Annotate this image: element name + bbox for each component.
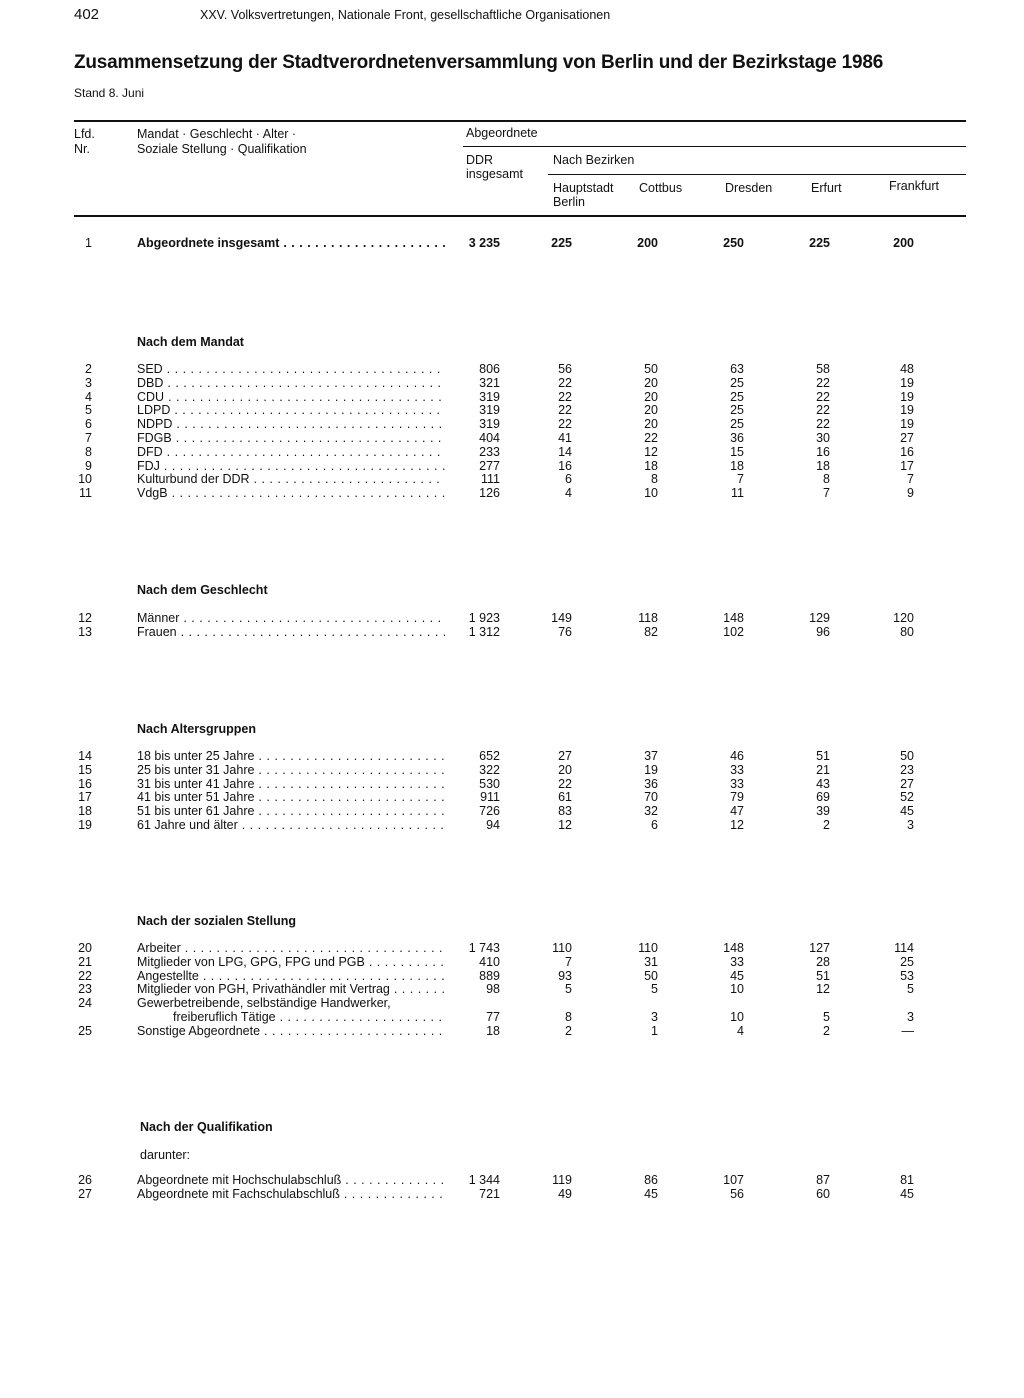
cell-berlin: 22 [558,390,572,404]
row-label: DBD . . . [137,376,445,390]
row-number: 6 [85,417,92,431]
row-number: 7 [85,431,92,445]
cell-cottbus: 31 [644,955,658,969]
cell-frankfurt: — [901,1024,914,1038]
row-label: 25 bis unter 31 Jahre . . . [137,763,445,777]
cell-berlin: 2 [565,1024,572,1038]
cell-dresden: 36 [730,431,744,445]
row-label: NDPD . . . [137,417,445,431]
col-abgeordnete: Abgeordnete [466,126,538,140]
cell-dresden: 47 [730,804,744,818]
table-row [0,459,1024,473]
row-number: 10 [78,472,92,486]
cell-cottbus: 22 [644,431,658,445]
table-header-bottom-rule [74,215,966,217]
cell-berlin: 93 [558,969,572,983]
cell-berlin: 22 [558,376,572,390]
section-title-stellung: Nach der sozialen Stellung [137,914,297,928]
cell-ddr: 1 344 [468,1173,500,1187]
cell-dresden: 12 [730,818,744,832]
cell-ddr: 530 [479,777,500,791]
cell-cottbus: 19 [644,763,658,777]
cell-frankfurt: 19 [900,376,914,390]
row-number: 13 [78,625,92,639]
cell-cottbus: 20 [644,390,658,404]
row-label: Angestellte . . . [137,969,445,983]
table-row [0,804,1024,818]
col-berlin-line1: Hauptstadt [553,181,614,195]
cell-dresden: 45 [730,969,744,983]
cell-erfurt: 5 [823,1010,830,1024]
cell-erfurt: 129 [809,611,830,625]
header-rule-districts [548,174,966,175]
cell-berlin: 110 [552,941,572,955]
cell-erfurt: 96 [816,625,830,639]
cell-erfurt: 22 [816,417,830,431]
cell-erfurt: 7 [823,486,830,500]
cell-dresden: 11 [731,486,744,500]
table-row [0,790,1024,804]
running-title: XXV. Volksvertretungen, Nationale Front, gesellschaftliche Organisationen [200,8,611,22]
cell-cottbus: 12 [644,445,658,459]
table-row-24-cont [0,1010,1024,1024]
cell-ddr: 322 [479,763,500,777]
row-number: 1 [85,236,92,250]
cell-frankfurt: 45 [900,804,914,818]
cell-ddr: 806 [479,362,500,376]
cell-cottbus: 8 [651,472,658,486]
cell-cottbus: 32 [644,804,658,818]
row-number: 15 [78,763,92,777]
row-number: 23 [78,982,92,996]
table-row [0,486,1024,500]
cell-berlin: 61 [558,790,572,804]
table-row [0,763,1024,777]
table-row [0,982,1024,996]
cell-frankfurt: 19 [900,403,914,417]
table-row [0,611,1024,625]
col-frankfurt: Frankfurt [889,179,940,193]
row-label: SED . . . [137,362,445,376]
table-row [0,818,1024,832]
cell-ddr: 126 [479,486,500,500]
table-row [0,969,1024,983]
row-label: Frauen . . . [137,625,445,639]
cell-ddr: 1 923 [468,611,500,625]
row-number: 25 [78,1024,92,1038]
page-title: Zusammensetzung der Stadtverordnetenversammlung von Berlin und der Bezirkstage 1986 [74,52,884,73]
cell-cottbus: 3 [651,1010,658,1024]
cell-erfurt: 22 [816,403,830,417]
cell-dresden: 33 [730,955,744,969]
cell-ddr: 652 [479,749,500,763]
cell-cottbus: 36 [644,777,658,791]
row-number: 14 [78,749,92,763]
cell-erfurt: 8 [823,472,830,486]
cell-ddr: 277 [479,459,500,473]
cell-cottbus: 10 [644,486,658,500]
cell-cottbus: 50 [644,362,658,376]
cell-berlin: 14 [558,445,572,459]
row-label: VdgB . . . [137,486,445,500]
row-number: 4 [85,390,92,404]
cell-dresden: 33 [730,763,744,777]
row-number: 12 [78,611,92,625]
cell-ddr: 410 [479,955,500,969]
cell-erfurt: 18 [816,459,830,473]
cell-frankfurt: 23 [900,763,914,777]
row-number: 3 [85,376,92,390]
table-row [0,1187,1024,1201]
table-row-25 [0,1024,1024,1038]
cell-ddr: 98 [486,982,500,996]
cell-frankfurt: 53 [900,969,914,983]
cell-berlin: 76 [558,625,572,639]
cell-berlin: 7 [565,955,572,969]
cell-ddr: 321 [479,376,500,390]
cell-frankfurt: 81 [900,1173,914,1187]
cell-dresden: 33 [730,777,744,791]
table-row [0,625,1024,639]
table-row [0,362,1024,376]
cell-erfurt: 60 [816,1187,830,1201]
table-row [0,390,1024,404]
cell-dresden: 25 [730,390,744,404]
row-number: 18 [78,804,92,818]
col-nr: Nr. [74,142,90,156]
col-desc-line1: Mandat · Geschlecht · Alter · [137,127,297,141]
col-erfurt: Erfurt [811,181,842,195]
cell-frankfurt: 48 [900,362,914,376]
row-number: 26 [78,1173,92,1187]
row-number: 19 [78,818,92,832]
cell-frankfurt: 19 [900,390,914,404]
cell-ddr: 3 235 [468,236,500,250]
cell-berlin: 16 [558,459,572,473]
row-number: 20 [78,941,92,955]
col-ddr-line1: DDR [466,153,494,167]
note-darunter: darunter: [140,1148,191,1162]
row-label: LDPD . . . [137,403,445,417]
table-row [0,403,1024,417]
cell-erfurt: 58 [816,362,830,376]
cell-cottbus: 6 [651,818,658,832]
cell-erfurt: 127 [809,941,830,955]
table-row [0,445,1024,459]
col-ddr-line2: insgesamt [466,167,523,181]
cell-erfurt: 51 [816,969,830,983]
cell-berlin: 22 [558,777,572,791]
cell-berlin: 83 [558,804,572,818]
col-cottbus: Cottbus [639,181,683,195]
cell-erfurt: 12 [816,982,830,996]
cell-berlin: 22 [558,403,572,417]
cell-berlin: 8 [565,1010,572,1024]
cell-dresden: 15 [730,445,744,459]
row-label: Abgeordnete insgesamt . . . [137,236,445,250]
section-title-geschlecht: Nach dem Geschlecht [137,583,268,597]
cell-cottbus: 86 [644,1173,658,1187]
row-number: 27 [78,1187,92,1201]
row-number: 11 [79,486,92,500]
cell-berlin: 12 [558,818,572,832]
cell-ddr: 1 743 [468,941,500,955]
row-number: 24 [78,996,92,1010]
col-berlin-line2: Berlin [553,195,585,209]
cell-frankfurt: 52 [900,790,914,804]
cell-dresden: 63 [730,362,744,376]
page-subtitle: Stand 8. Juni [74,86,145,100]
cell-frankfurt: 27 [900,431,914,445]
cell-dresden: 10 [730,1010,744,1024]
cell-cottbus: 82 [644,625,658,639]
row-label: Abgeordnete mit Fachschulabschluß . . . [137,1187,445,1201]
row-label: 51 bis unter 61 Jahre . . . [137,804,445,818]
cell-berlin: 27 [558,749,572,763]
page-number: 402 [74,6,100,23]
cell-erfurt: 51 [816,749,830,763]
cell-frankfurt: 19 [900,417,914,431]
row-label: Sonstige Abgeordnete . . . [137,1024,445,1038]
cell-frankfurt: 25 [900,955,914,969]
cell-cottbus: 20 [644,417,658,431]
cell-cottbus: 70 [644,790,658,804]
row-number: 5 [85,403,92,417]
cell-berlin: 56 [558,362,572,376]
cell-dresden: 18 [730,459,744,473]
row-label: Gewerbetreibende, selbständige Handwerker, [137,996,391,1010]
cell-erfurt: 16 [816,445,830,459]
cell-cottbus: 50 [644,969,658,983]
cell-dresden: 107 [723,1173,744,1187]
row-number: 9 [85,459,92,473]
table-row [0,777,1024,791]
row-label: 41 bis unter 51 Jahre . . . [137,790,445,804]
cell-cottbus: 45 [644,1187,658,1201]
cell-berlin: 225 [551,236,572,250]
cell-cottbus: 20 [644,403,658,417]
cell-ddr: 319 [479,403,500,417]
cell-ddr: 94 [486,818,500,832]
table-row [0,376,1024,390]
row-label: Arbeiter . . . [137,941,445,955]
cell-erfurt: 39 [816,804,830,818]
table-top-rule [74,120,966,122]
cell-berlin: 5 [565,982,572,996]
row-label: FDGB . . . [137,431,445,445]
cell-frankfurt: 7 [907,472,914,486]
cell-berlin: 6 [565,472,572,486]
cell-dresden: 148 [723,611,744,625]
table-row [0,417,1024,431]
cell-dresden: 56 [730,1187,744,1201]
cell-ddr: 18 [486,1024,500,1038]
row-number: 21 [78,955,92,969]
cell-frankfurt: 27 [900,777,914,791]
table-row [0,749,1024,763]
row-label: 18 bis unter 25 Jahre . . . [137,749,445,763]
cell-ddr: 726 [479,804,500,818]
cell-erfurt: 22 [816,390,830,404]
cell-ddr: 721 [479,1187,500,1201]
table-row [0,955,1024,969]
cell-dresden: 148 [723,941,744,955]
cell-ddr: 319 [479,417,500,431]
cell-frankfurt: 114 [894,941,914,955]
cell-berlin: 149 [551,611,572,625]
section-title-alter: Nach Altersgruppen [137,722,257,736]
cell-cottbus: 200 [637,236,658,250]
cell-erfurt: 21 [816,763,830,777]
cell-erfurt: 2 [823,1024,830,1038]
cell-dresden: 7 [737,472,744,486]
cell-cottbus: 5 [651,982,658,996]
col-dresden: Dresden [725,181,773,195]
table-row [0,431,1024,445]
row-label-cont: freiberuflich Tätige . . . [137,1010,445,1024]
cell-cottbus: 18 [644,459,658,473]
cell-berlin: 49 [558,1187,572,1201]
cell-berlin: 4 [565,486,572,500]
cell-dresden: 10 [730,982,744,996]
cell-berlin: 119 [552,1173,572,1187]
cell-berlin: 20 [558,763,572,777]
cell-erfurt: 2 [823,818,830,832]
table-row-total [0,236,1024,250]
cell-dresden: 25 [730,376,744,390]
cell-frankfurt: 9 [907,486,914,500]
cell-cottbus: 1 [651,1024,658,1038]
row-label: CDU . . . [137,390,445,404]
table-row [0,1173,1024,1187]
cell-frankfurt: 3 [907,1010,914,1024]
cell-frankfurt: 45 [900,1187,914,1201]
cell-frankfurt: 5 [907,982,914,996]
cell-dresden: 46 [730,749,744,763]
header-rule-bezirke [463,146,966,147]
cell-cottbus: 20 [644,376,658,390]
cell-dresden: 79 [730,790,744,804]
row-number: 16 [78,777,92,791]
cell-frankfurt: 50 [900,749,914,763]
row-number: 2 [85,362,92,376]
cell-cottbus: 110 [638,941,658,955]
cell-ddr: 889 [479,969,500,983]
row-label: FDJ . . . [137,459,445,473]
cell-ddr: 404 [479,431,500,445]
cell-frankfurt: 16 [900,445,914,459]
cell-dresden: 25 [730,403,744,417]
row-number: 8 [85,445,92,459]
cell-erfurt: 225 [809,236,830,250]
cell-cottbus: 118 [638,611,658,625]
cell-erfurt: 69 [816,790,830,804]
cell-erfurt: 22 [816,376,830,390]
row-label: DFD . . . [137,445,445,459]
cell-frankfurt: 3 [907,818,914,832]
cell-ddr: 319 [479,390,500,404]
cell-berlin: 22 [558,417,572,431]
cell-berlin: 41 [558,431,572,445]
col-nach-bezirken: Nach Bezirken [553,153,635,167]
row-label: Mitglieder von LPG, GPG, FPG und PGB . . . [137,955,445,969]
row-label: 61 Jahre und älter . . . [137,818,445,832]
cell-frankfurt: 120 [893,611,914,625]
section-title-mandat: Nach dem Mandat [137,335,244,349]
table-row [0,941,1024,955]
cell-ddr: 111 [480,472,500,486]
table-row-24 [0,996,1024,1010]
cell-ddr: 1 312 [468,625,500,639]
cell-erfurt: 28 [816,955,830,969]
cell-frankfurt: 80 [900,625,914,639]
cell-erfurt: 87 [816,1173,830,1187]
row-label: Kulturbund der DDR . . . [137,472,445,486]
row-label: Abgeordnete mit Hochschulabschluß . . . [137,1173,445,1187]
cell-cottbus: 37 [644,749,658,763]
cell-frankfurt: 17 [900,459,914,473]
col-lfd: Lfd. [74,127,95,141]
cell-dresden: 25 [730,417,744,431]
cell-erfurt: 43 [816,777,830,791]
row-label: Mitglieder von PGH, Privathändler mit Vertrag . . . [137,982,445,996]
row-number: 17 [78,790,92,804]
row-number: 22 [78,969,92,983]
cell-ddr: 911 [480,790,500,804]
cell-dresden: 250 [723,236,744,250]
section-title-qualifikation: Nach der Qualifikation [140,1120,273,1134]
col-desc-line2: Soziale Stellung · Qualifikation [137,142,307,156]
cell-ddr: 77 [486,1010,500,1024]
cell-ddr: 233 [479,445,500,459]
row-label: Männer . . . [137,611,445,625]
row-label: 31 bis unter 41 Jahre . . . [137,777,445,791]
cell-dresden: 102 [723,625,744,639]
cell-dresden: 4 [737,1024,744,1038]
cell-erfurt: 30 [816,431,830,445]
cell-frankfurt: 200 [893,236,914,250]
table-row [0,472,1024,486]
